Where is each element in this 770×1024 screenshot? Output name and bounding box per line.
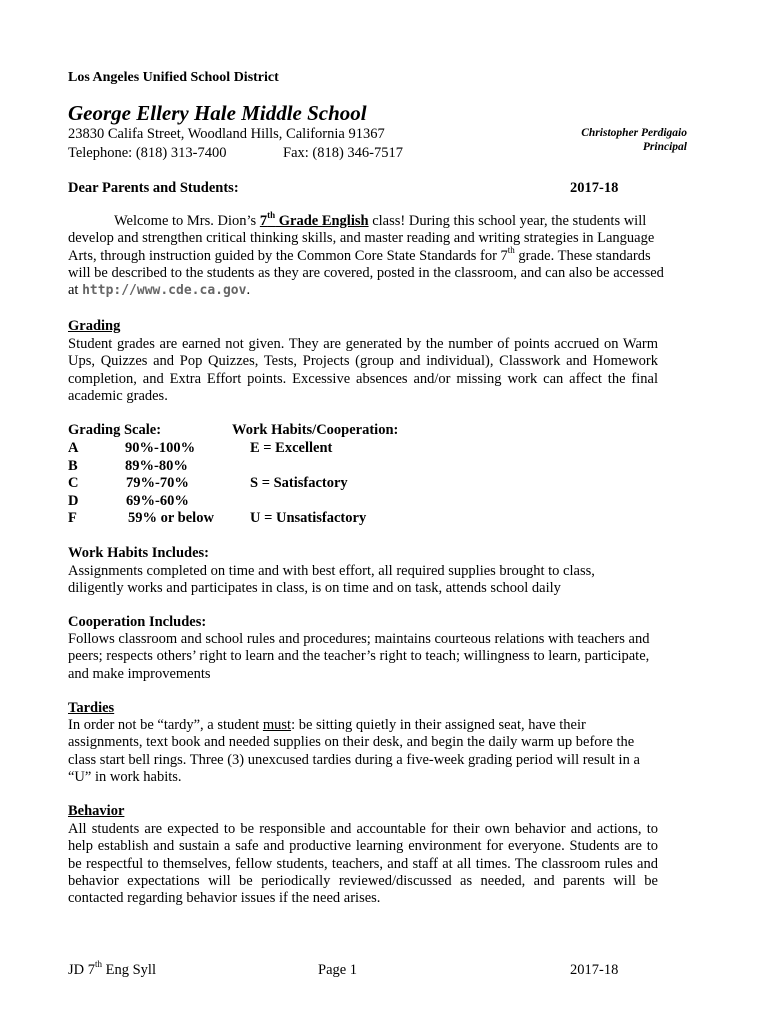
tardies-heading: Tardies <box>68 700 115 716</box>
work-habits-scale-heading: Work Habits/Cooperation: <box>232 422 399 438</box>
footer-left-post: Eng Syll <box>102 962 156 978</box>
grading-paragraph: Student grades are earned not given. They are generated by the number of points accrued on Warm Ups, Quizzes and Pop Quizzes, Tests, Projects (group and individual), Classwork and Homework completion, and Extra Effort points. Excessive absences and/or missing work can affect the final academic grades. <box>68 336 658 404</box>
school-name: George Ellery Hale Middle School <box>68 101 367 125</box>
grading-scale-heading: Grading Scale: <box>68 422 162 438</box>
standards-link[interactable]: http://www.cde.ca.gov <box>82 283 247 299</box>
work-habits-heading: Work Habits Includes: <box>68 545 209 561</box>
tardies-text: In order not be “tardy”, a student <box>68 717 263 733</box>
intro-text-mid: class! During this school year, the students will develop and strengthen critical thinking skills, and master reading and writing strategies in Language Arts, through instruction guided by the Common Core State Standards for 7 <box>68 213 655 264</box>
intro-paragraph <box>68 210 668 299</box>
grade-letter-a: A <box>68 440 79 456</box>
behavior-heading: Behavior <box>68 803 125 819</box>
tardies-text-post: : be sitting quietly in their assigned seat, have their assignments, text book and needed supplies on their desk, and begin the daily warm up before the class start bell rings. Three (3) unexcused tardies during a five-week grading period will result in a “U” in work habits. <box>68 717 640 785</box>
grade-letter-d: D <box>68 493 79 509</box>
grade-range-b: 89%-80% <box>125 458 188 474</box>
district-name: Los Angeles Unified School District <box>68 70 279 85</box>
principal-title: Principal <box>642 141 687 153</box>
school-year: 2017-18 <box>570 180 619 196</box>
course-name: Grade English <box>275 213 369 229</box>
course-title <box>259 210 369 229</box>
tardies-must: must <box>262 717 292 733</box>
grade-range-c: 79%-70% <box>126 475 189 491</box>
work-habit-excellent: E = Excellent <box>250 440 333 456</box>
intro-end: . <box>246 282 251 299</box>
footer-left-text: JD 7 <box>68 962 95 978</box>
grade-letter-f: F <box>68 510 77 526</box>
school-fax: Fax: (818) 346-7517 <box>283 145 404 161</box>
grading-heading: Grading <box>68 318 121 334</box>
greeting: Dear Parents and Students: <box>68 180 239 196</box>
cooperation-heading: Cooperation Includes: <box>68 614 207 630</box>
footer-left <box>68 959 156 979</box>
footer-year: 2017-18 <box>570 962 619 978</box>
grade-letter-b: B <box>68 458 78 474</box>
behavior-paragraph: All students are expected to be responsible and accountable for their own behavior and actions, to help establish and sustain a safe and productive learning environment for everyone. Students are to be respectful to themselves, fellow students, teachers, and staff at all times. The classroom rules and behavior expectations will be periodically reviewed/discussed as needed, and parents will be contacted regarding behavior issues if the need arises. <box>68 821 658 907</box>
school-address: 23830 Califa Street, Woodland Hills, California 91367 <box>68 126 385 142</box>
cooperation-paragraph: Follows classroom and school rules and procedures; maintains courteous relations with teachers and peers; respects others’ right to learn and the teacher’s right to teach; willingness to learn, participate, and make improvements <box>68 631 650 682</box>
work-habit-unsatisfactory: U = Unsatisfactory <box>250 510 367 526</box>
grade-range-f: 59% or below <box>128 510 214 526</box>
footer-page-number: Page 1 <box>318 962 358 978</box>
course-superscript: th <box>267 210 276 221</box>
intro-text: Welcome to Mrs. Dion’s <box>114 213 260 229</box>
footer-superscript: th <box>95 959 103 970</box>
work-habit-satisfactory: S = Satisfactory <box>250 475 348 491</box>
tardies-paragraph <box>68 717 648 786</box>
work-habits-paragraph: Assignments completed on time and with best effort, all required supplies brought to class, diligently works and participates in class, is on time and on task, attends school daily <box>68 563 595 597</box>
intro-text-post: grade. These standards will be described to the students as they are covered, posted in the classroom, and can also be accessed at <box>68 247 664 299</box>
grade-range-a: 90%-100% <box>125 440 196 456</box>
grade-range-d: 69%-60% <box>126 493 189 509</box>
course-number: 7 <box>259 213 268 229</box>
school-telephone: Telephone: (818) 313-7400 <box>68 145 227 161</box>
grade-superscript: th <box>507 244 515 255</box>
grade-letter-c: C <box>68 475 79 491</box>
principal-name: Christopher Perdigaio <box>581 127 687 139</box>
